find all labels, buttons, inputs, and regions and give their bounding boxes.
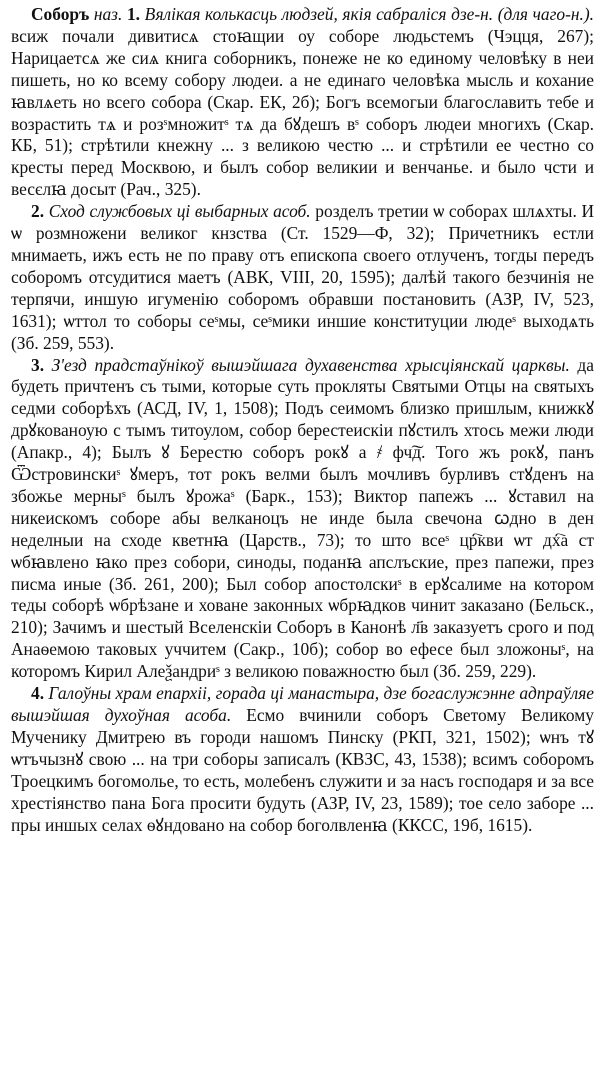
sense-citations: Есмо вчинили соборъ Светому Великому Мученику Дмитрею въ городи нашомъ Пинску (РКП, 321, 1502); ѡнъ тꙋ ѡтъчызнꙋ свою ... на три соборы записалъ (КВЗС, 43, 1538); всимъ соборомъ Троецкимъ богомолье, то есть, молебенъ служити и за насъ господаря и за все хрестіянство пана Бога просити будуть (АЗР, IV, 23, 1589); тое село заборе ... пры иншых селах ѳꙋндовано на собор боголвленꙗ (ККСС, 19б, 1615). xyxy=(11,705,595,835)
sense-number: 4. xyxy=(31,683,45,704)
sense-definition: Сход службовых ці выбарных асоб. xyxy=(48,201,311,222)
sense-citations: всиж почали дивитисѧ стоꙗщии оу соборе людьстемъ (Чэцця, 267); Нарицаетсѧ же сиѧ книга соборникъ, понеже не ко единому человѣку в неи пишеть, но ко всему собору людеи. а не единаго человѣка мысль и кохание ꙗвлѧеть но всего собора (Скар. ЕК, 2б); Богъ всемогыи благославить тебе и возрастить тѧ и розˢмножитˢ тѧ да бꙋдешъ вˢ соборъ людеи многихъ (Скар. КБ, 51); стрѣтили кнежну ... з великою честю ... и стрѣтили ее честно со кресты перед Москвою, и былъ собор великии и венчанье. и было чсти и весєлꙗ досыт (Рач., 325). xyxy=(11,25,594,200)
sense-definition: Галоўны храм епархіі, горада ці манастыра, дзе богаслужэнне адпраўляе вышэйшая духоўная асоба. xyxy=(11,683,595,725)
dictionary-entry xyxy=(11,4,594,836)
sense-definition: З'езд прадстаўнікоў вышэйшага духавенства хрысціянскай царквы. xyxy=(51,354,570,375)
sense-definition: Вялікая колькасць людзей, якія сабраліся дзе-н. (для чаго-н.). xyxy=(144,4,595,24)
sense-citations: розделъ третии ѡ соборах шлѧхты. И ѡ розмножени великог кнзства (Ст. 1529—Ф, 32); Причетникъ естли мнимаеть, ижъ есть не по праву отъ епископа своего отлученъ, тогды передъ соборомъ отсудитися маетъ (АВК, VIII, 20, 1595); далѣй такого безчинія не терпячи, иншую игуменію соборомъ обравши постановить (АЗР, IV, 523, 1631); ѡттол то соборы сеˢмы, сеˢмики иншие конституции людеˢ выходѧть (Зб. 259, 553). xyxy=(11,201,594,353)
sense-number: 1. xyxy=(126,4,140,24)
sense-2 xyxy=(11,201,594,354)
sense-number: 2. xyxy=(31,201,45,222)
headword: Соборъ xyxy=(31,4,90,24)
sense-citations: да будеть причтенъ съ тыми, которые суть прокляты Святыми Отцы на святыхъ седми соборѣхъ (АСД, IV, 1, 1508); Подъ сеимомъ близко пришлым, книжкꙋ дрꙋкованоую с тымъ титоулом, собор берестеискіи пꙋстилъ хтось межи люди (Апакр., 4); Былъ ꙋ Берестю соборъ рокꙋ а ҂ фч͠д. Того жъ рокꙋ, панъ Ѿстровинскиˢ ꙋмеръ, тот рокъ велми былъ мочливъ бурливъ стꙋденъ на збожье мерныˢ былъ ꙋрожаˢ (Барк., 153); Виктор папежъ ... ꙋставил на никеискомъ соборе абы велканоцъ не инде была свечона ꙍдно в ден неделныи на сходе кветнꙗ (Царств., 73); то што всеˢ цр҇кви ѡт дх҇а ст ѡбꙗвлено ꙗко през собори, синоды, поданꙗ апслъские, през папежи, през писма иные (Зб. 261, 200); Был собор апостолскиˢ в ерꙋсалиме на котором теды соборѣ ѡбрѣзане и ховане законных ѡбрꙗдков чинит заказано (Бельск., 210); Зачимъ и шестый Вселенскіи Соборъ в Канонѣ л҃в заказуетъ срого и под Анаѳемою таковых уччитем (Сакр., 10б); собор во ефесе был зложоныˢ, на которомъ Кирил Алеѯандриˢ з великою поважностю был (Зб. 259, 229). xyxy=(11,354,594,682)
sense-4 xyxy=(11,683,594,836)
sense-3 xyxy=(11,355,594,684)
sense-number: 3. xyxy=(31,354,45,375)
part-of-speech: наз. xyxy=(93,4,123,24)
sense-1 xyxy=(11,4,594,201)
